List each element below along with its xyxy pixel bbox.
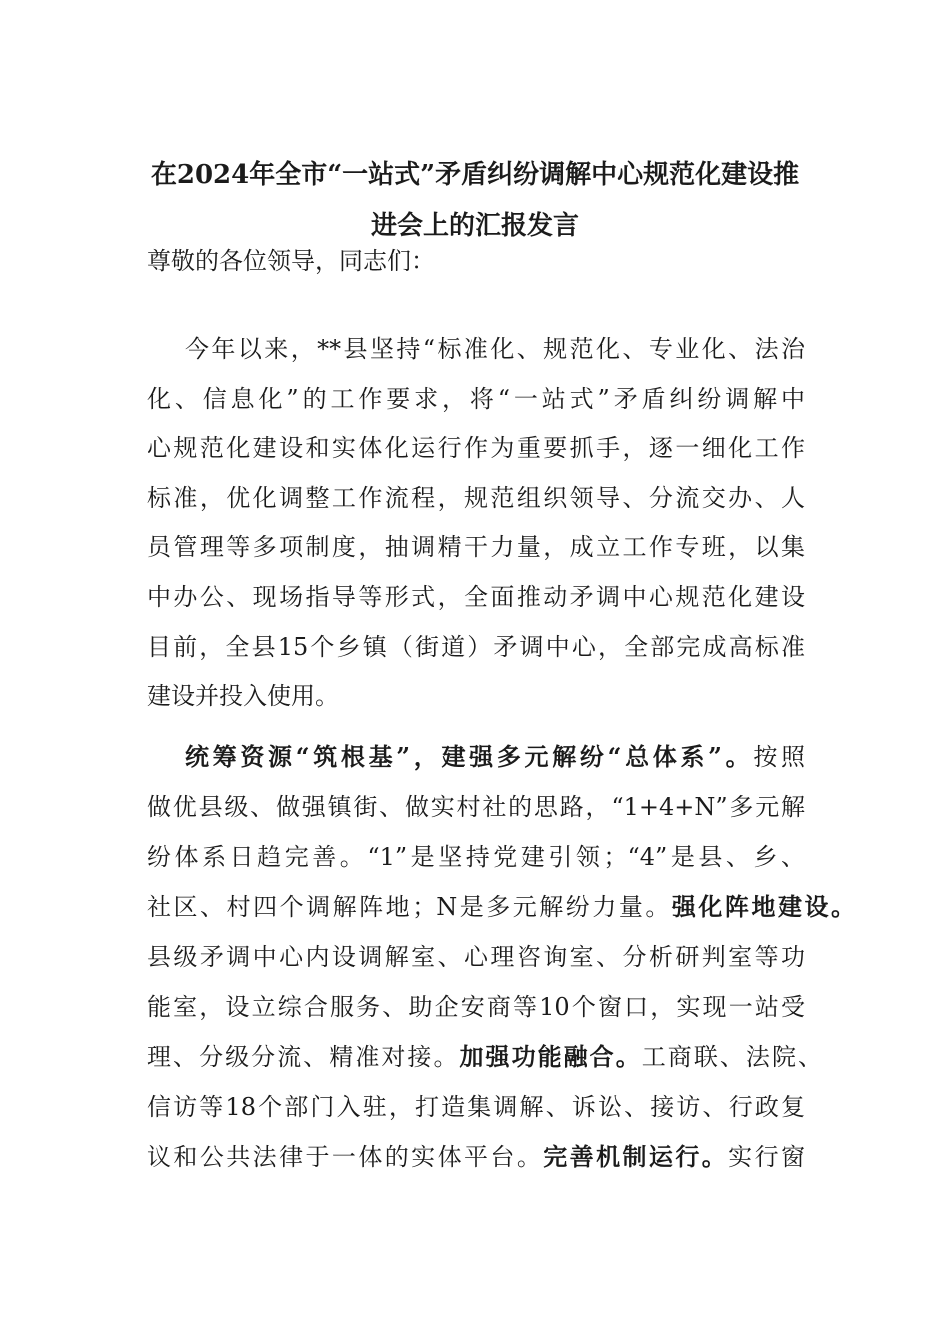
paragraph-1-line-7: 目前，全县15个乡镇（街道）矛调中心，全部完成高标准 — [147, 632, 805, 661]
bold-subheading: 完善机制运行。 — [543, 1142, 729, 1171]
body-text: 实行窗 — [728, 1143, 806, 1171]
paragraph-2-line-4 — [147, 882, 855, 932]
body-text: 信访等18个部门入驻，打造集调解、诉讼、接访、行政复 — [147, 1093, 805, 1121]
title-line-2: 进会上的汇报发言 — [370, 211, 579, 241]
paragraph-1-line-5: 员管理等多项制度，抽调精干力量，成立工作专班，以集 — [147, 533, 805, 562]
body-text: 理、分级分流、精准对接。 — [147, 1043, 460, 1071]
paragraph-2-line-1 — [147, 732, 805, 782]
body-text: 议和公共法律于一体的实体平台。 — [147, 1143, 544, 1171]
paragraph-2-line-5 — [147, 932, 805, 982]
body-text: 能室，设立综合服务、助企安商等10个窗口，实现一站受 — [147, 993, 805, 1021]
paragraph-1-line-4: 标准，优化调整工作流程，规范组织领导、分流交办、人 — [147, 483, 805, 512]
paragraph-2-line-9 — [147, 1132, 805, 1182]
bold-heading: 统筹资源“筑根基”，建强多元解纷“总体系”。 — [185, 742, 754, 771]
paragraph-1 — [147, 325, 805, 722]
paragraph-2-line-2 — [147, 782, 805, 832]
bold-subheading: 强化阵地建设。 — [671, 892, 856, 921]
paragraph-1-line-3: 心规范化建设和实体化运行作为重要抓手，逐一细化工作 — [147, 434, 805, 463]
body-text: 按照 — [753, 743, 805, 771]
paragraph-2-line-6 — [147, 982, 805, 1032]
body-text: 纷体系日趋完善。“1”是坚持党建引领；“4”是县、乡、 — [147, 843, 805, 871]
paragraph-2-line-8 — [147, 1082, 805, 1132]
body-text: 县级矛调中心内设调解室、心理咨询室、分析研判室等功 — [147, 943, 805, 971]
body-text: 社区、村四个调解阵地；N是多元解纷力量。 — [147, 893, 672, 921]
paragraph-1-line-2: 化、信息化”的工作要求，将“一站式”矛盾纠纷调解中 — [147, 384, 805, 413]
paragraph-1-line-8: 建设并投入使用。 — [147, 682, 339, 711]
bold-subheading: 加强功能融合。 — [459, 1042, 642, 1071]
paragraph-2-line-7 — [147, 1032, 822, 1082]
salutation: 尊敬的各位领导，同志们： — [147, 247, 435, 275]
paragraph-2-line-3 — [147, 832, 805, 882]
paragraph-1-line-1: 今年以来，**县坚持“标准化、规范化、专业化、法治 — [185, 335, 805, 363]
paragraph-1-line-6: 中办公、现场指导等形式，全面推动矛调中心规范化建设 — [147, 582, 805, 611]
title-line-1: 在2024年全市“一站式”矛盾纠纷调解中心规范化建设推 — [150, 160, 800, 190]
document-title — [0, 150, 950, 252]
body-text: 做优县级、做强镇街、做实村社的思路，“1+4+N”多元解 — [147, 793, 805, 821]
body-text: 工商联、法院、 — [641, 1043, 823, 1071]
paragraph-2 — [147, 732, 855, 1182]
